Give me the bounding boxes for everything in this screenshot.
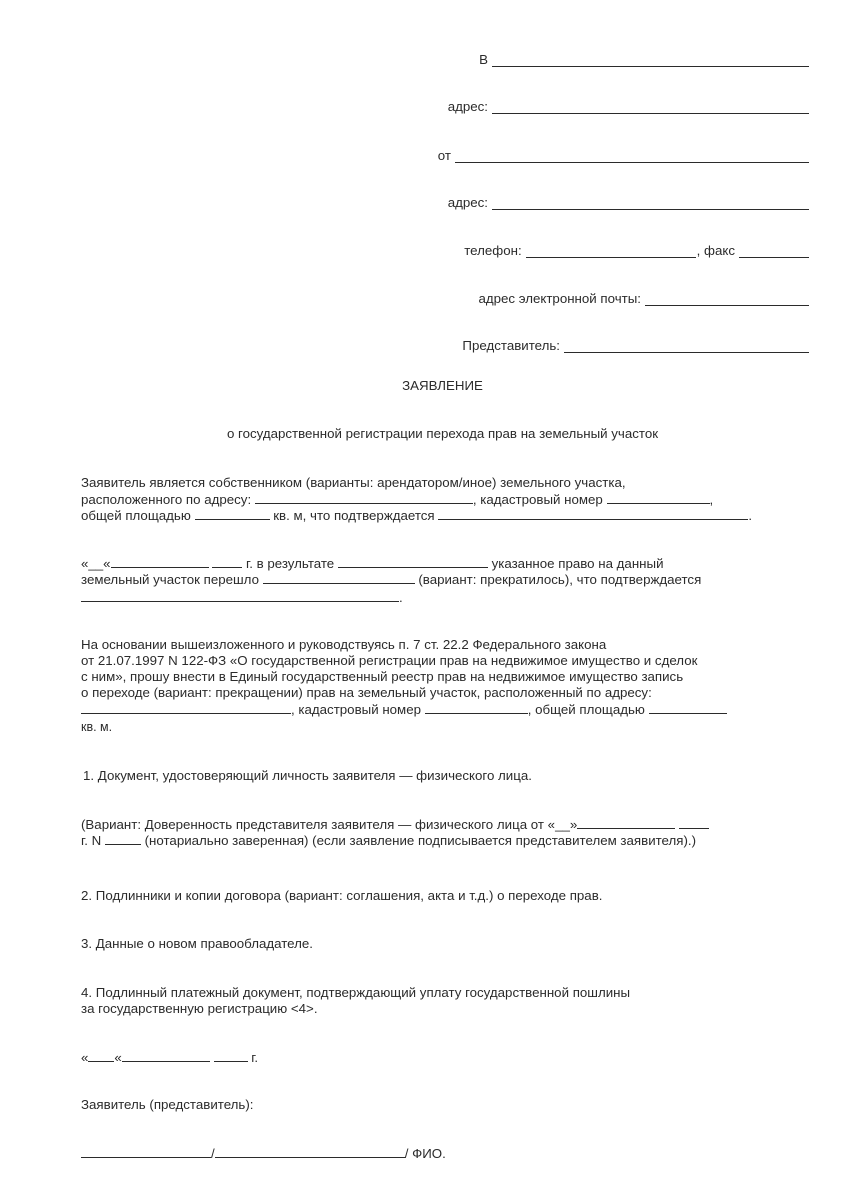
area-label: общей площадью (81, 508, 195, 523)
representative-field (462, 335, 809, 353)
representative-blank[interactable] (564, 340, 809, 353)
item-1: 1. Документ, удостоверяющий личность заявителя — физического лица. (83, 768, 532, 783)
para3-line4: о переходе (вариант: прекращении) прав на земельный участок, расположенный по адресу: (81, 685, 652, 700)
fio-blank[interactable] (215, 1145, 405, 1158)
footer-year-suffix: г. (247, 1050, 259, 1065)
cadastral2-label: , кадастровый номер (291, 702, 425, 717)
item-4-line2: за государственную регистрацию <4>. (81, 1001, 318, 1016)
para3-line6: кв. м. (81, 720, 113, 734)
variant-text: (Вариант: Доверенность представителя заявителя — физического лица от «__» (81, 817, 578, 832)
address2-doc-blank[interactable] (81, 701, 291, 714)
para1-line3 (81, 507, 752, 524)
month-blank[interactable] (111, 555, 209, 568)
phone-label: телефон: (464, 243, 522, 258)
footer-day-blank[interactable] (88, 1049, 114, 1062)
to-blank[interactable] (492, 54, 809, 67)
para1-period: . (748, 508, 753, 523)
footer-month-blank[interactable] (122, 1049, 210, 1062)
transferred-blank[interactable] (263, 571, 415, 584)
item-4-line1: 4. Подлинный платежный документ, подтверждающий уплату государственной пошлины (81, 985, 631, 1000)
footer-year-blank[interactable] (214, 1049, 248, 1062)
para1-line1 (81, 475, 626, 491)
confirmed2-blank[interactable] (81, 589, 399, 602)
item-3: 3. Данные о новом правообладателе. (81, 936, 313, 951)
variant-label: (вариант: прекратилось), что подтверждается (414, 572, 702, 587)
para1-line2 (81, 491, 713, 508)
signer-label: Заявитель (представитель): (81, 1097, 254, 1112)
para1-comma: , (709, 492, 714, 507)
fax-blank[interactable] (739, 245, 809, 258)
area2-blank[interactable] (649, 701, 727, 714)
cadastral2-blank[interactable] (425, 701, 528, 714)
variant-number-label: г. N (81, 833, 105, 848)
cadastral-label: , кадастровый номер (472, 492, 607, 507)
address1-blank[interactable] (492, 101, 809, 114)
variant-note: (нотариально заверенная) (если заявление подписывается представителем заявителя).) (140, 833, 697, 848)
signature-blank[interactable] (81, 1145, 211, 1158)
para2-line2 (81, 571, 701, 588)
signature-line (81, 1145, 446, 1162)
fio-label: / ФИО. (404, 1146, 446, 1161)
address2-label: адрес: (447, 195, 488, 210)
phone-fax-field (464, 240, 809, 258)
address1-label: адрес: (447, 99, 488, 114)
date-quote: «__« (81, 556, 111, 571)
email-blank[interactable] (645, 293, 809, 306)
document-title: ЗАЯВЛЕНИЕ (402, 378, 483, 393)
para2-period: . (399, 590, 403, 605)
para1-line1-text: Заявитель является собственником (варианты: арендатором/иное) земельного участка, (81, 475, 626, 490)
signature-slash: / (211, 1146, 215, 1161)
para1-line2-text: расположенного по адресу: (81, 492, 255, 507)
para3-line5 (81, 701, 727, 718)
variant-line1 (81, 816, 709, 833)
area2-label: , общей площадью (527, 702, 649, 717)
address2-field (448, 192, 809, 210)
representative-label: Представитель: (462, 338, 560, 353)
email-field (478, 288, 809, 306)
footer-date (81, 1049, 258, 1066)
date-close-quote: « (114, 1050, 122, 1065)
from-blank[interactable] (455, 150, 809, 163)
fax-label: , факс (696, 243, 735, 258)
para3-line3: с ним», прошу внести в Единый государственный реестр прав на недвижимое имущество запись (81, 669, 684, 684)
area-blank[interactable] (195, 507, 270, 520)
address2-blank[interactable] (492, 197, 809, 210)
document-subtitle: о государственной регистрации перехода прав на земельный участок (226, 426, 659, 441)
result-label: г. в результате (242, 556, 338, 571)
transferred-label: земельный участок перешло (81, 572, 263, 587)
from-field (438, 145, 809, 163)
para3-line2: от 21.07.1997 N 122-ФЗ «О государственной регистрации прав на недвижимое имущество и сделок (81, 653, 698, 668)
confirmed-label: кв. м, что подтверждается (269, 508, 439, 523)
variant-line2 (81, 832, 696, 849)
variant-number-blank[interactable] (105, 832, 141, 845)
date-open-quote: « (81, 1050, 89, 1065)
para3-line1: На основании вышеизложенного и руководствуясь п. 7 ст. 22.2 Федерального закона (81, 637, 607, 652)
email-label: адрес электронной почты: (478, 291, 641, 306)
variant-month-blank[interactable] (577, 816, 675, 829)
address-blank[interactable] (255, 491, 473, 504)
item-2: 2. Подлинники и копии договора (вариант: соглашения, акта и т.д.) о переходе прав. (81, 888, 603, 903)
para2-line1 (81, 555, 664, 572)
variant-year-blank[interactable] (679, 816, 709, 829)
address1-field (448, 96, 809, 114)
from-label: от (437, 148, 451, 163)
to-label: В (479, 52, 488, 67)
cadastral-blank[interactable] (607, 491, 710, 504)
to-field (479, 49, 809, 67)
right-label: указанное право на данный (487, 556, 664, 571)
result-blank[interactable] (338, 555, 488, 568)
year-blank[interactable] (212, 555, 242, 568)
confirmed-blank[interactable] (438, 507, 748, 520)
phone-blank[interactable] (526, 245, 696, 258)
para2-line3 (81, 589, 403, 606)
